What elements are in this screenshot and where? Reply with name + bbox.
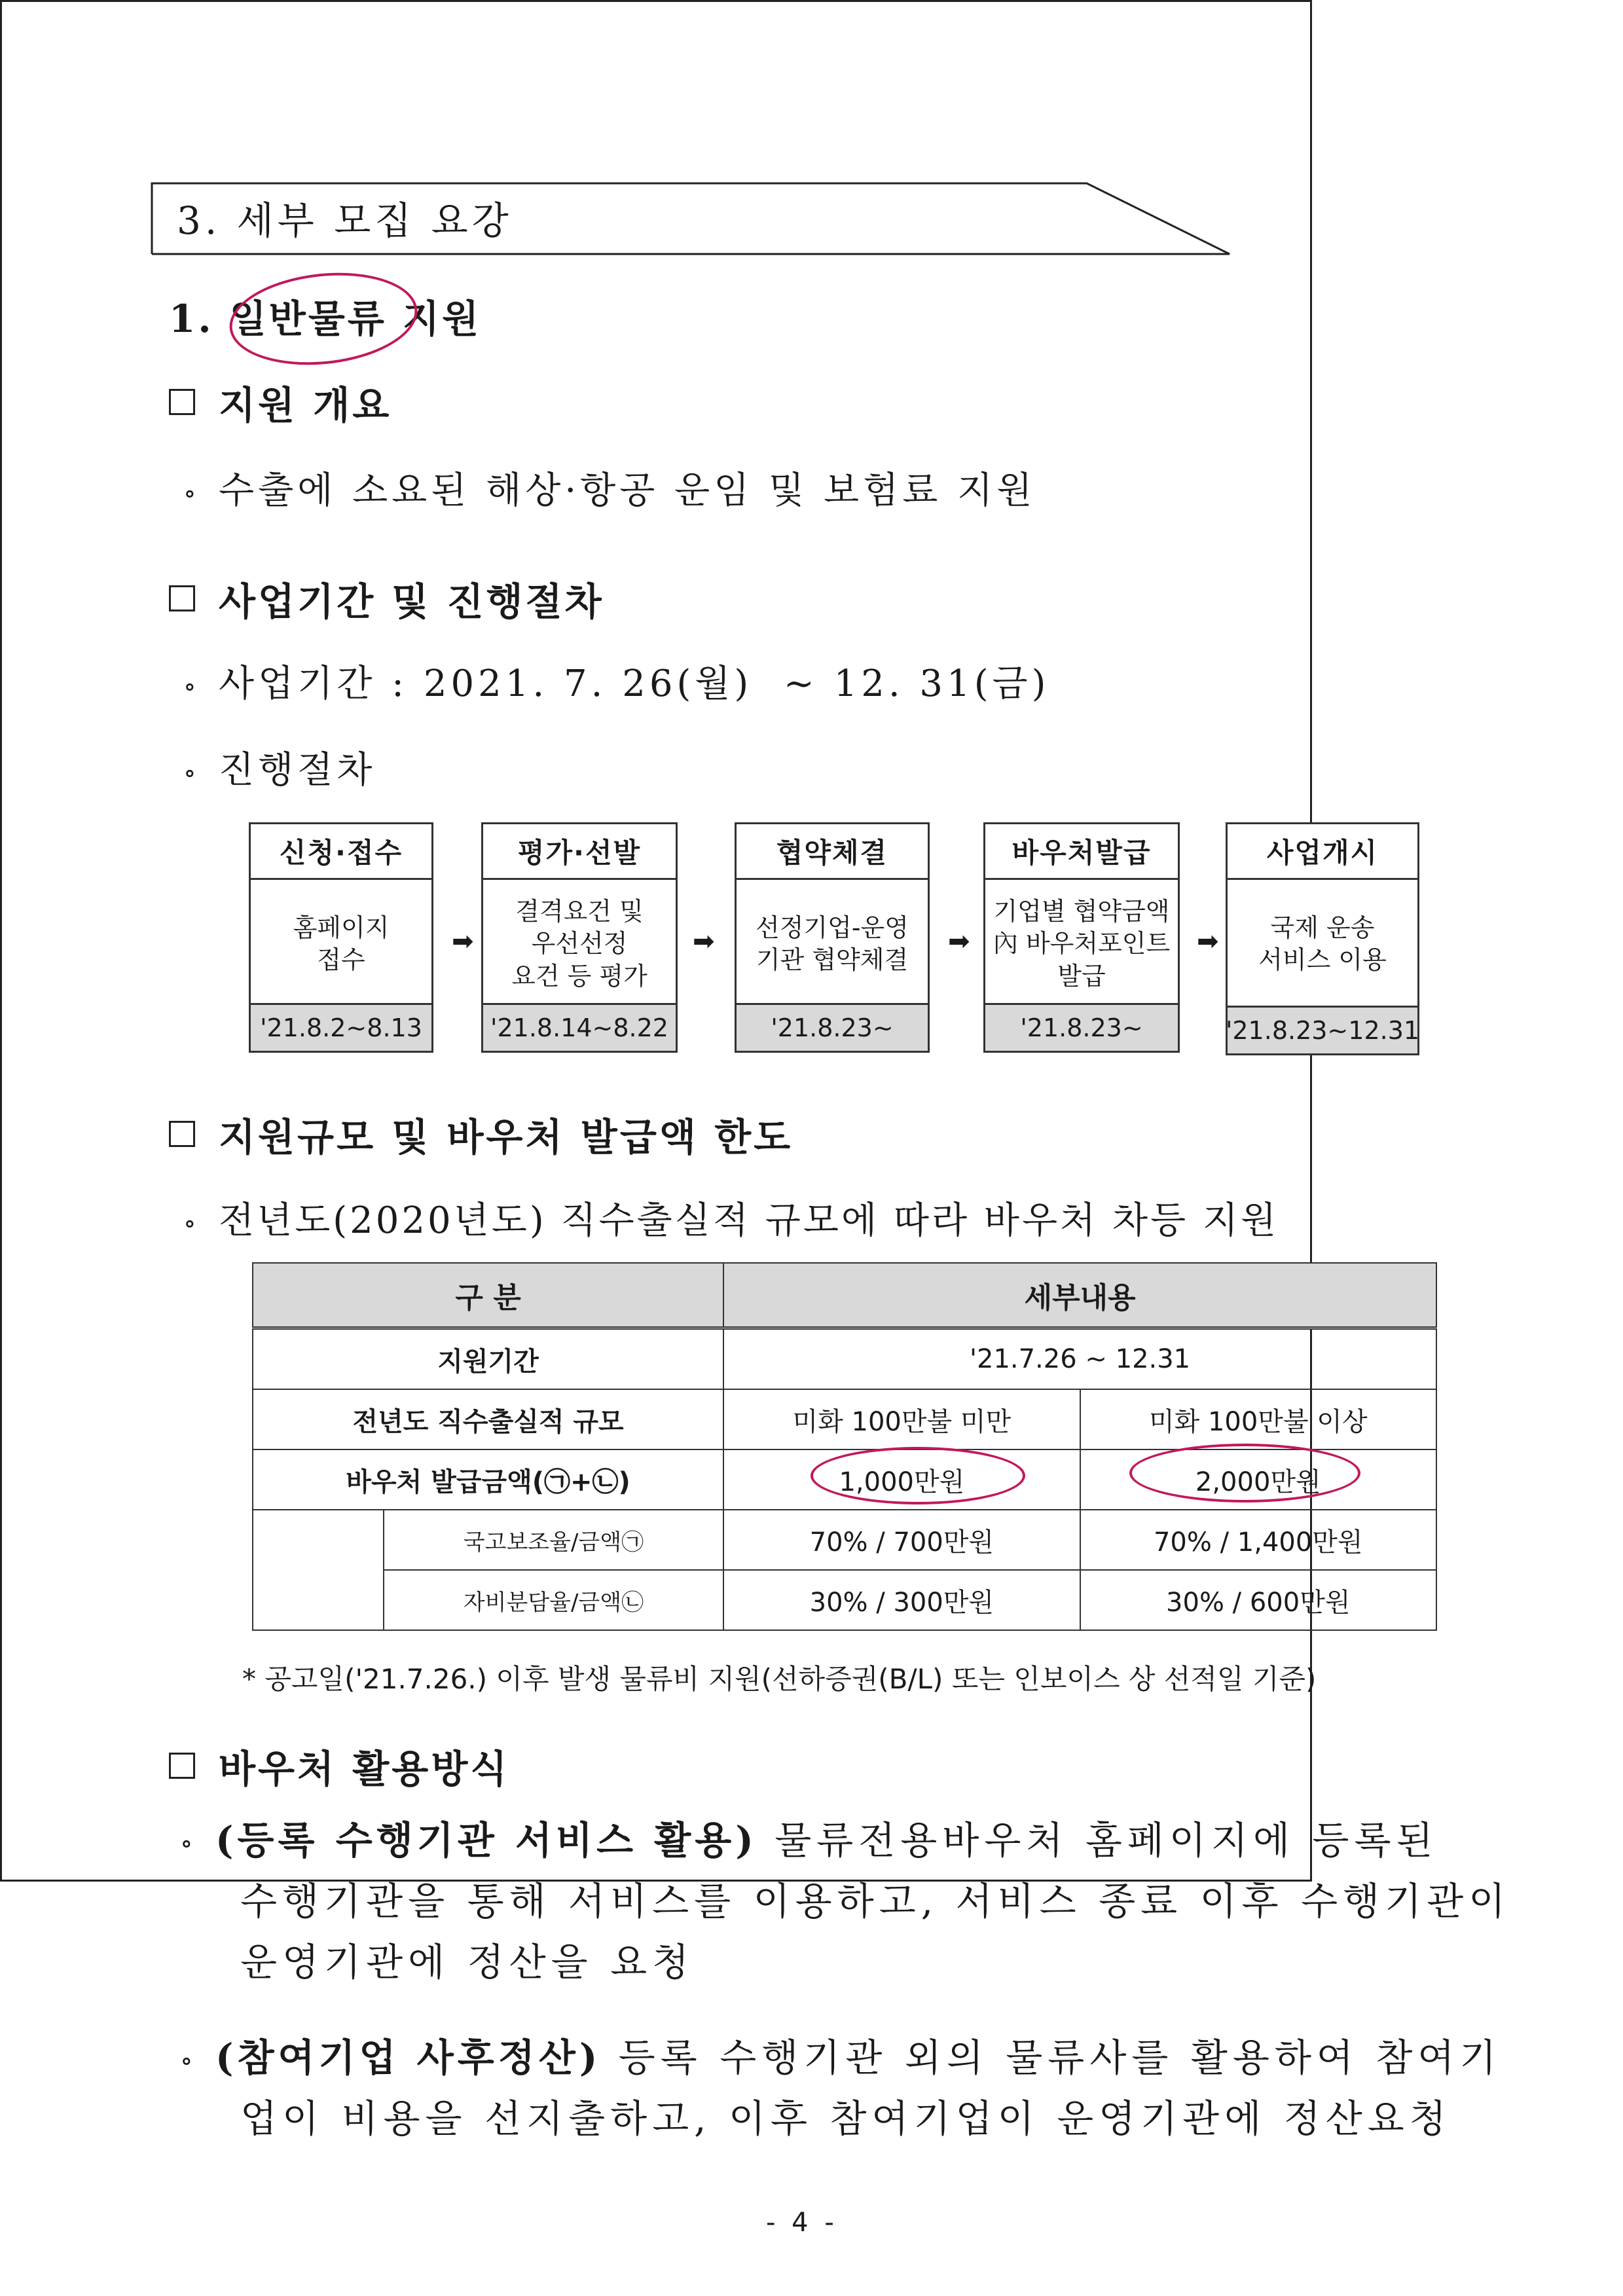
process-step-apply: [249, 822, 433, 1053]
scale-bullet-text: 전년도(2020년도) 직수출실적 규모에 따라 바우처 차등 지원: [219, 1199, 1279, 1242]
usage-item-1-line1: 물류전용바우처 홈페이지에 등록된: [757, 1818, 1438, 1863]
checkbox-square-icon: [169, 585, 195, 611]
overview-heading-text: 지원 개요: [219, 383, 392, 428]
self-label-cell: 자비분담율/금액㉡: [384, 1570, 723, 1630]
usage-item-1-line2: 수행기관을 통해 서비스를 이용하고, 서비스 종료 이후 수행기관이: [240, 1878, 1511, 1923]
gov-label-cell: 국고보조율/금액㉠: [384, 1510, 723, 1570]
self-value-cell: 30% / 600만원: [1080, 1570, 1436, 1630]
amount-value-cell: 2,000만원: [1080, 1449, 1436, 1510]
period-heading-text: 사업기간 및 진행절차: [219, 579, 604, 624]
arrow-right-icon: ➡: [948, 926, 970, 957]
step-body: 결격요건 및 우선선정 요건 등 평가: [511, 896, 647, 991]
step-date: '21.8.23~: [737, 1003, 928, 1051]
usage-item-1-line3: 운영기관에 정산을 요청: [240, 1939, 695, 1984]
checkbox-square-icon: [169, 1121, 195, 1147]
step-title: 협약체결: [737, 824, 928, 880]
step-date: '21.8.14~8.22: [483, 1003, 676, 1051]
handwritten-circle-annotation: [811, 1447, 1025, 1504]
table-header-category: 구 분: [253, 1263, 723, 1328]
table-header-details: 세부내용: [723, 1263, 1436, 1328]
usage-item-2-line2: 업이 비용을 선지출하고, 이후 참여기업이 운영기관에 정산요청: [240, 2096, 1451, 2141]
table-row: [253, 1389, 1436, 1449]
main-heading: 1. 일반물류 지원: [169, 297, 482, 341]
process-step-evaluate: [481, 822, 678, 1053]
handwritten-circle-annotation: [1129, 1444, 1360, 1503]
process-step-agreement: [735, 822, 930, 1053]
process-step-start: [1226, 822, 1419, 1055]
self-value-cell: 30% / 300만원: [723, 1570, 1080, 1630]
amount-label-cell: 바우처 발급금액(㉠+㉡): [253, 1449, 723, 1510]
bullet-circle-icon: ∘: [183, 671, 200, 702]
step-body: 홈페이지 접수: [293, 913, 390, 974]
usage-item-1-title: (등록 수행기관 서비스 활용): [215, 1818, 757, 1863]
arrow-right-icon: ➡: [693, 926, 715, 957]
step-date: '21.8.23~12.31: [1228, 1006, 1417, 1053]
step-date: '21.8.2~8.13: [251, 1003, 431, 1051]
checkbox-square-icon: [169, 1753, 195, 1779]
period-heading: [169, 571, 604, 626]
scale-heading: [169, 1106, 793, 1161]
step-title: 평가·선발: [483, 824, 676, 880]
gov-value-cell: 70% / 1,400만원: [1080, 1510, 1436, 1570]
overview-bullet-text: 수출에 소요된 해상·항공 운임 및 보험료 지원: [219, 469, 1036, 512]
usage-item-2-line1: 등록 수행기관 외의 물류사를 활용하여 참여기: [601, 2035, 1502, 2080]
procedure-label: [183, 741, 376, 793]
footnote: * 공고일('21.7.26.) 이후 발생 물류비 지원(선하증권(B/L) 또는 인보이스 상 선적일 기준): [242, 1663, 1317, 1695]
period-value-cell: '21.7.26 ~ 12.31: [723, 1328, 1436, 1390]
scale-value-cell: 미화 100만불 이상: [1080, 1389, 1436, 1449]
business-period-text: 사업기간 : 2021. 7. 26(월) ~ 12. 31(금): [219, 663, 1050, 705]
process-step-voucher: [983, 822, 1180, 1053]
overview-bullet: [183, 462, 1036, 514]
usage-item-2: [180, 2028, 1502, 2149]
step-title: 신청·접수: [251, 824, 431, 880]
table-header-row: [253, 1263, 1436, 1328]
procedure-label-text: 진행절차: [219, 749, 376, 792]
step-date: '21.8.23~: [985, 1003, 1178, 1051]
step-title: 사업개시: [1228, 824, 1417, 880]
section-title: 3. 세부 모집 요강: [177, 198, 513, 243]
step-title: 바우처발급: [985, 824, 1178, 880]
step-body: 기업별 협약금액 內 바우처포인트 발급: [993, 896, 1171, 991]
bullet-circle-icon: ∘: [180, 2045, 198, 2076]
bullet-circle-icon: ∘: [180, 1828, 198, 1859]
checkbox-square-icon: [169, 389, 195, 415]
step-body: 국제 운송 서비스 이용: [1258, 913, 1387, 974]
amount-value-cell: 1,000만원: [723, 1449, 1080, 1510]
arrow-right-icon: ➡: [452, 926, 474, 957]
scale-heading-text: 지원규모 및 바우처 발급액 한도: [219, 1115, 793, 1159]
bullet-circle-icon: ∘: [183, 757, 200, 788]
usage-item-1: [180, 1810, 1511, 1992]
step-body: 선정기업-운영 기관 협약체결: [756, 913, 909, 974]
table-row: [253, 1328, 1436, 1390]
usage-heading-text: 바우처 활용방식: [219, 1747, 510, 1791]
business-period: [183, 655, 1049, 707]
page-number: - 4 -: [766, 2208, 838, 2238]
usage-heading: [169, 1738, 509, 1793]
empty-indent-cell: [253, 1510, 384, 1570]
gov-value-cell: 70% / 700만원: [723, 1510, 1080, 1570]
overview-heading: [169, 374, 392, 429]
table-row: [253, 1510, 1436, 1570]
period-label-cell: 지원기간: [253, 1328, 723, 1390]
bullet-circle-icon: ∘: [183, 1208, 200, 1239]
bullet-circle-icon: ∘: [183, 478, 200, 509]
scale-label-cell: 전년도 직수출실적 규모: [253, 1389, 723, 1449]
empty-indent-cell: [253, 1570, 384, 1630]
usage-item-2-title: (참여기업 사후정산): [215, 2035, 602, 2080]
arrow-right-icon: ➡: [1197, 926, 1219, 957]
scale-bullet: [183, 1192, 1279, 1244]
scale-value-cell: 미화 100만불 미만: [723, 1389, 1080, 1449]
table-row: [253, 1570, 1436, 1630]
